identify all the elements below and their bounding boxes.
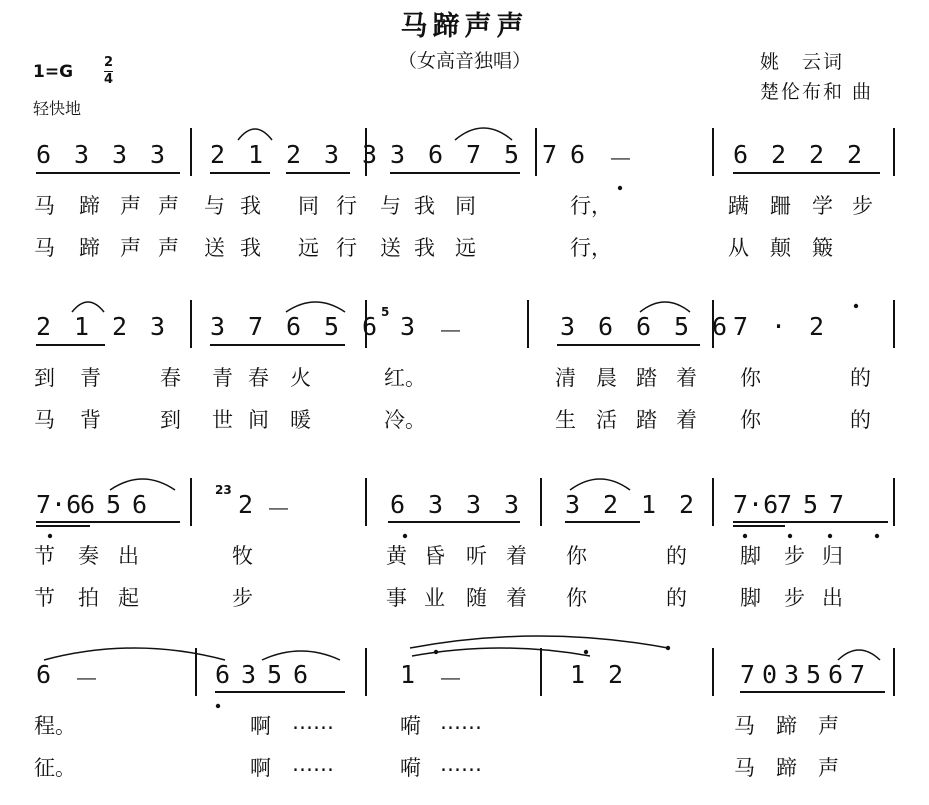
lyric-syllable: 的: [850, 366, 871, 390]
octave-dot: [875, 534, 879, 538]
lyric-syllable: 起: [118, 586, 139, 610]
lyric-syllable: 清: [555, 366, 576, 390]
note: 1: [248, 140, 264, 169]
lyric-syllable: 声: [158, 194, 179, 218]
lyric-syllable: 踏: [636, 408, 657, 432]
note: 6: [132, 490, 148, 519]
note: 2: [847, 140, 863, 169]
note: 3: [400, 312, 416, 341]
slur-arc: [110, 479, 175, 490]
octave-dot: [618, 186, 622, 190]
lyric-syllable: ……: [440, 710, 482, 734]
note: 5: [504, 140, 520, 169]
slur-arc: [262, 651, 340, 660]
lyric-syllable: 拍: [78, 586, 99, 610]
octave-dot: [403, 534, 407, 538]
lyric-syllable: ……: [292, 710, 334, 734]
note: 2: [771, 140, 787, 169]
lyric-syllable: 晨: [596, 366, 617, 390]
lyric-syllable: 行，: [570, 194, 612, 218]
note: 6: [390, 490, 406, 519]
octave-dot: [434, 650, 438, 654]
octave-dot: [854, 304, 858, 308]
slur-arc: [44, 648, 225, 660]
note: 2: [603, 490, 619, 519]
lyric-syllable: 蹄: [79, 236, 100, 260]
note: 5: [106, 490, 122, 519]
lyric-syllable: 学: [812, 194, 833, 218]
note: 7: [248, 312, 264, 341]
note: 2: [679, 490, 695, 519]
lyric-syllable: 步: [784, 586, 805, 610]
note: 7: [466, 140, 482, 169]
bar-line: [893, 128, 895, 176]
lyric-syllable: 火: [290, 366, 311, 390]
lyric-syllable: 青: [212, 366, 233, 390]
lyric-syllable: 啊: [250, 714, 271, 738]
note: 1: [570, 660, 586, 689]
note: 3: [784, 660, 800, 689]
lyric-syllable: 声: [120, 236, 141, 260]
note: 1: [400, 660, 416, 689]
note: 6: [598, 312, 614, 341]
lyric-syllable: 征。: [34, 756, 76, 780]
time-signature-bottom: 4: [104, 72, 114, 87]
lyric-syllable: 颠: [770, 236, 791, 260]
note: 2: [210, 140, 226, 169]
octave-dot: [788, 534, 792, 538]
lyric-syllable: 与: [204, 194, 225, 218]
bar-line: [190, 300, 192, 348]
slur-arc: [238, 129, 272, 140]
time-signature-top: 2: [104, 55, 114, 70]
lyric-syllable: 行: [336, 194, 357, 218]
lyric-syllable: 远: [298, 236, 319, 260]
note: 7: [733, 312, 749, 341]
lyric-syllable: 步: [784, 544, 805, 568]
lyric-syllable: 踏: [636, 366, 657, 390]
lyric-syllable: 簸: [812, 236, 833, 260]
octave-dot: [743, 534, 747, 538]
note: 6: [712, 312, 728, 341]
lyric-syllable: 世: [212, 408, 233, 432]
note: －: [438, 317, 464, 346]
lyric-syllable: 远: [455, 236, 476, 260]
lyric-syllable: 听: [466, 544, 487, 568]
lyric-syllable: 步: [852, 194, 873, 218]
lyric-syllable: 马: [34, 194, 55, 218]
note: 2: [809, 312, 825, 341]
note: 1: [74, 312, 90, 341]
note: 6: [293, 660, 309, 689]
octave-dot: [666, 646, 670, 650]
lyric-syllable: 归: [822, 544, 843, 568]
note: 5: [674, 312, 690, 341]
note: 0: [762, 660, 778, 689]
note: 2: [286, 140, 302, 169]
note: 3: [241, 660, 257, 689]
grace-note: 23: [215, 483, 232, 497]
note: 6: [570, 140, 586, 169]
note: 3: [74, 140, 90, 169]
note: 2: [608, 660, 624, 689]
grace-note: 5: [381, 305, 390, 319]
lyric-syllable: ……: [440, 752, 482, 776]
lyric-syllable: 节: [34, 544, 55, 568]
note: 3: [560, 312, 576, 341]
note: 2: [36, 312, 52, 341]
note: 2: [809, 140, 825, 169]
note: 6: [215, 660, 231, 689]
lyric-syllable: 蹄: [776, 714, 797, 738]
tempo-marking: 轻快地: [33, 99, 82, 118]
lyric-syllable: 牧: [232, 544, 253, 568]
lyric-syllable: 你: [566, 586, 587, 610]
lyric-syllable: 蹄: [776, 756, 797, 780]
lyric-syllable: 同: [298, 194, 319, 218]
note: 7: [740, 660, 756, 689]
note: 5: [324, 312, 340, 341]
note: 3: [210, 312, 226, 341]
bar-line: [195, 648, 197, 696]
note: ·: [771, 312, 787, 341]
note: 3: [428, 490, 444, 519]
lyric-syllable: 蹄: [79, 194, 100, 218]
lyric-syllable: 奏: [78, 544, 99, 568]
lyricist-credit: 姚 云词: [760, 51, 845, 73]
bar-line: [365, 648, 367, 696]
note: 7: [850, 660, 866, 689]
bar-line: [540, 648, 542, 696]
note: 2: [112, 312, 128, 341]
lyric-syllable: 出: [822, 586, 843, 610]
note: 6: [362, 312, 378, 341]
note: 6: [828, 660, 844, 689]
lyric-syllable: 送: [380, 236, 401, 260]
lyric-syllable: 马: [734, 756, 755, 780]
lyric-syllable: 随: [466, 586, 487, 610]
lyric-syllable: 着: [506, 586, 527, 610]
slur-arc: [286, 302, 345, 312]
note: 6: [80, 490, 96, 519]
lyric-syllable: 马: [734, 714, 755, 738]
note: 7·6: [36, 490, 82, 519]
lyric-syllable: 红。: [384, 366, 426, 390]
note: －: [608, 145, 634, 174]
lyric-syllable: 声: [120, 194, 141, 218]
lyric-syllable: 我: [240, 194, 261, 218]
bar-line: [540, 478, 542, 526]
note: 6: [733, 140, 749, 169]
lyric-syllable: 春: [248, 366, 269, 390]
note: 7: [777, 490, 793, 519]
lyric-syllable: 嗬: [400, 714, 421, 738]
note: 3: [150, 140, 166, 169]
lyric-syllable: 冷。: [384, 408, 426, 432]
octave-dot: [48, 534, 52, 538]
bar-line: [365, 478, 367, 526]
lyric-syllable: 脚: [740, 586, 761, 610]
lyric-syllable: 青: [80, 366, 101, 390]
lyric-syllable: 嗬: [400, 756, 421, 780]
note: －: [74, 665, 100, 694]
lyric-syllable: 活: [596, 408, 617, 432]
lyric-syllable: ……: [292, 752, 334, 776]
note: 3: [362, 140, 378, 169]
slur-arc: [412, 648, 590, 656]
bar-line: [535, 128, 537, 176]
bar-line: [893, 648, 895, 696]
note: 3: [466, 490, 482, 519]
lyric-syllable: 着: [506, 544, 527, 568]
lyric-syllable: 声: [158, 236, 179, 260]
lyric-syllable: 马: [34, 236, 55, 260]
note: 7: [542, 140, 558, 169]
note: 3: [112, 140, 128, 169]
lyric-syllable: 我: [414, 194, 435, 218]
octave-dot: [828, 534, 832, 538]
bar-line: [190, 478, 192, 526]
lyric-syllable: 你: [740, 408, 761, 432]
lyric-syllable: 我: [240, 236, 261, 260]
slur-arc: [455, 128, 512, 140]
bar-line: [712, 128, 714, 176]
lyric-syllable: 春: [160, 366, 181, 390]
lyric-syllable: 你: [566, 544, 587, 568]
lyric-syllable: 送: [204, 236, 225, 260]
note: 3: [565, 490, 581, 519]
key-signature: 1=G: [33, 62, 74, 82]
bar-line: [712, 648, 714, 696]
note: 3: [390, 140, 406, 169]
bar-line: [893, 478, 895, 526]
lyric-syllable: 到: [34, 366, 55, 390]
lyric-syllable: 同: [455, 194, 476, 218]
note: 6: [636, 312, 652, 341]
note: 2: [238, 490, 254, 519]
lyric-syllable: 脚: [740, 544, 761, 568]
song-subtitle: （女高音独唱）: [397, 50, 531, 72]
bar-line: [527, 300, 529, 348]
lyric-syllable: 暖: [290, 408, 311, 432]
lyric-syllable: 出: [118, 544, 139, 568]
lyric-syllable: 与: [380, 194, 401, 218]
note: 5: [803, 490, 819, 519]
note: 7·6: [733, 490, 779, 519]
lyric-syllable: 声: [818, 756, 839, 780]
slur-arc: [410, 636, 668, 648]
song-title: 马蹄声声: [400, 11, 529, 42]
note: 5: [267, 660, 283, 689]
lyric-syllable: 着: [676, 408, 697, 432]
bar-line: [893, 300, 895, 348]
lyric-syllable: 节: [34, 586, 55, 610]
lyric-syllable: 的: [666, 544, 687, 568]
note: －: [438, 665, 464, 694]
lyric-syllable: 马: [34, 408, 55, 432]
slur-arc: [72, 302, 104, 312]
lyric-syllable: 的: [666, 586, 687, 610]
lyric-syllable: 背: [80, 408, 101, 432]
octave-dot: [216, 704, 220, 708]
note: 3: [504, 490, 520, 519]
lyric-syllable: 黄: [386, 544, 407, 568]
bar-line: [190, 128, 192, 176]
note: 5: [806, 660, 822, 689]
lyric-syllable: 业: [424, 586, 445, 610]
note: 6: [428, 140, 444, 169]
lyric-syllable: 昏: [424, 544, 445, 568]
lyric-syllable: 你: [740, 366, 761, 390]
lyric-syllable: 我: [414, 236, 435, 260]
note: 3: [150, 312, 166, 341]
note: 3: [324, 140, 340, 169]
composer-credit: 楚伦布和 曲: [760, 81, 874, 103]
lyric-syllable: 跚: [770, 194, 791, 218]
slur-arc: [570, 479, 630, 490]
bar-line: [712, 478, 714, 526]
lyric-syllable: 到: [160, 408, 181, 432]
octave-dot: [584, 650, 588, 654]
lyric-syllable: 着: [676, 366, 697, 390]
note: 1: [641, 490, 657, 519]
lyric-syllable: 的: [850, 408, 871, 432]
lyric-syllable: 程。: [34, 714, 76, 738]
note: 6: [36, 140, 52, 169]
note: 6: [36, 660, 52, 689]
note: －: [266, 495, 292, 524]
lyric-syllable: 啊: [250, 756, 271, 780]
lyric-syllable: 声: [818, 714, 839, 738]
lyric-syllable: 间: [248, 408, 269, 432]
lyric-syllable: 步: [232, 586, 253, 610]
note: 6: [286, 312, 302, 341]
lyric-syllable: 蹒: [728, 194, 749, 218]
lyric-syllable: 生: [555, 408, 576, 432]
lyric-syllable: 从: [728, 236, 749, 260]
note: 7: [829, 490, 845, 519]
lyric-syllable: 事: [386, 586, 407, 610]
slur-arc: [838, 650, 880, 660]
lyric-syllable: 行: [336, 236, 357, 260]
slur-arc: [640, 302, 690, 312]
lyric-syllable: 行，: [570, 236, 612, 260]
